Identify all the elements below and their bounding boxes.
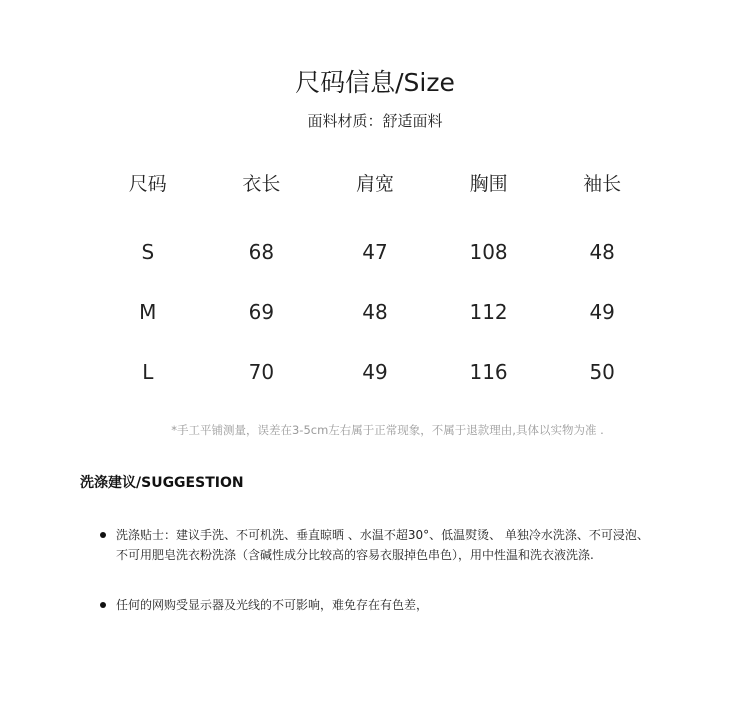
fabric-info: 面料材质：舒适面料 [307, 112, 443, 130]
bullet-icon [100, 532, 106, 538]
cell-sleeve: 50 [589, 360, 615, 384]
care-tips-line: 不可用肥皂洗衣粉洗涤（含碱性成分比较高的容易衣服掉色串色），用中性温和洗衣液洗涤. [116, 548, 594, 562]
cell-length: 69 [248, 300, 275, 324]
cell-chest: 108 [469, 240, 508, 264]
cell-shoulder: 47 [362, 240, 388, 264]
header-shoulder: 肩宽 [355, 172, 394, 195]
care-list [100, 525, 700, 615]
cell-size: L [142, 360, 154, 384]
cell-sleeve: 49 [589, 300, 615, 324]
cell-chest: 112 [469, 300, 508, 324]
bullet-icon [100, 602, 106, 608]
color-difference-line: 任何的网购受显示器及光线的不可影响，难免存在有色差， [116, 598, 429, 612]
table-row [91, 282, 659, 342]
page-title: 尺码信息/Size [295, 68, 455, 97]
list-item [100, 525, 700, 565]
table-header-row [91, 162, 659, 202]
suggestion-title: 洗涤建议/SUGGESTION [80, 475, 244, 491]
header-size: 尺码 [128, 172, 167, 195]
cell-length: 70 [248, 360, 275, 384]
cell-shoulder: 49 [362, 360, 388, 384]
table-row [91, 342, 659, 402]
size-table [91, 162, 659, 402]
table-row [91, 202, 659, 282]
list-item [100, 595, 700, 615]
cell-length: 68 [248, 240, 275, 264]
cell-size: S [141, 240, 155, 264]
cell-shoulder: 48 [362, 300, 388, 324]
cell-chest: 116 [469, 360, 508, 384]
header-chest: 胸围 [469, 172, 508, 195]
cell-size: M [139, 300, 157, 324]
cell-sleeve: 48 [589, 240, 615, 264]
measurement-note: *手工平铺测量，误差在3-5cm左右属于正常现象，不属于退款理由,具体以实物为准 . [171, 423, 604, 437]
header-length: 衣长 [242, 172, 281, 195]
care-tips-line: 洗涤贴士：建议手洗、不可机洗、垂直晾晒 、水温不超30°、低温熨烫、 单独冷水洗涤、不可浸泡、 [116, 528, 649, 542]
header-sleeve: 袖长 [583, 172, 622, 195]
